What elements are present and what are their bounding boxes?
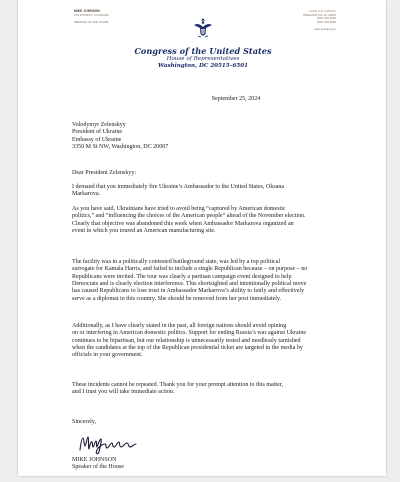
paragraph-line: serve as a diplomat in this country. She should be removed from her post immediately. [72, 295, 282, 302]
paragraph [72, 323, 372, 360]
letterhead-left [74, 10, 144, 24]
paragraph-line: Republicans were invited. The tour was clearly a partisan campaign event designed to help [72, 273, 292, 280]
paragraph [72, 184, 372, 199]
paragraph [72, 382, 372, 397]
paragraph-line: politics,” and “influencing the choices of the American people” ahead of the November election. [72, 213, 306, 220]
letterhead-right-line: (202) 225-6008 [316, 20, 336, 24]
letterhead-left-line: 4TH DISTRICT, LOUISIANA [74, 13, 109, 17]
paragraph-line: has caused Republicans to lose trust in Ambassador Markarova’s ability to fairly and effectively [72, 288, 305, 295]
salutation: Dear President Zelenskyy: [72, 170, 137, 176]
paragraph-line: Democrats and is clearly election interference. This shortsighted and intentionally political move [72, 281, 307, 288]
eagle-seal-icon [192, 16, 214, 40]
signer-name: MIKE JOHNSON [72, 457, 117, 463]
paragraph-line: I demand that you immediately fire Ukraine’s Ambassador to the United States, Oksana [72, 184, 285, 190]
paragraph-line: surrogate for Kamala Harris, and failed to include a single Republican because – on purpose – no [72, 266, 308, 273]
masthead-title: Congress of the United States [134, 46, 272, 56]
recipient-line: Embassy of Ukraine [72, 136, 122, 143]
recipient-address [72, 122, 168, 151]
paragraph-line: As you have said, Ukrainians have tried to avoid being “captured by American domestic [72, 206, 286, 212]
paragraph-line: when the candidates at the top of the Republican presidential ticket are targeted in the media by [72, 345, 303, 352]
letterhead-right-line: WASHINGTON, DC 20515 [303, 13, 336, 17]
paragraph-line: Additionally, as I have clearly stated in the past, all foreign nations should avoid opining [72, 323, 287, 329]
letterhead-left-line: MIKE JOHNSON [74, 9, 100, 13]
letterhead-right-line: www.speaker.gov [314, 27, 336, 31]
recipient-line: 3350 M St NW, Washington, DC 20007 [72, 144, 169, 151]
signer-title: Speaker of the House [72, 464, 124, 471]
masthead [118, 46, 288, 71]
letterhead-right [286, 10, 336, 32]
letterhead-right-line: H-232 U.S. CAPITOL [309, 10, 336, 13]
paragraph-line: The facility was in a politically contested battleground state, was led by a top political [72, 259, 281, 265]
recipient-line: Volodymyr Zelenskyy [72, 122, 126, 128]
masthead-chamber: House of Representatives [166, 56, 240, 62]
paragraph-line: and I trust you will take immediate action. [72, 389, 175, 396]
letterhead-right-line: (202) 225-0100 [316, 17, 336, 21]
paragraph-line: officials in your government. [72, 352, 143, 359]
paragraph [72, 259, 372, 303]
signature-block [72, 457, 124, 472]
letterhead-left-line: SPEAKER OF THE HOUSE [74, 20, 109, 24]
paragraph-line: event in which you toured an American manufacturing site. [72, 228, 216, 235]
masthead-address: Washington, DC 20515–6501 [157, 63, 249, 70]
letter-date: September 25, 2024 [211, 96, 261, 102]
paragraph-line: continues to be bipartisan, but our relationship is unnecessarily tested and needlessly tarnished [72, 337, 301, 344]
recipient-line: President of Ukraine [72, 129, 123, 136]
signature-image [78, 432, 138, 456]
paragraph-line: Markarova. [72, 191, 101, 198]
paragraph-line: Clearly that objective was abandoned this week when Ambassador Markarova organized an [72, 220, 294, 227]
closing: Sincerely, [72, 419, 96, 425]
paragraph [72, 206, 372, 235]
paragraph-line: These incidents cannot be repeated. Thank you for your prompt attention to this matter, [72, 382, 284, 388]
letter-page [18, 0, 386, 476]
paragraph-line: on or interfering in American domestic politics. Support for ending Russia’s war against Ukraine [72, 330, 307, 337]
